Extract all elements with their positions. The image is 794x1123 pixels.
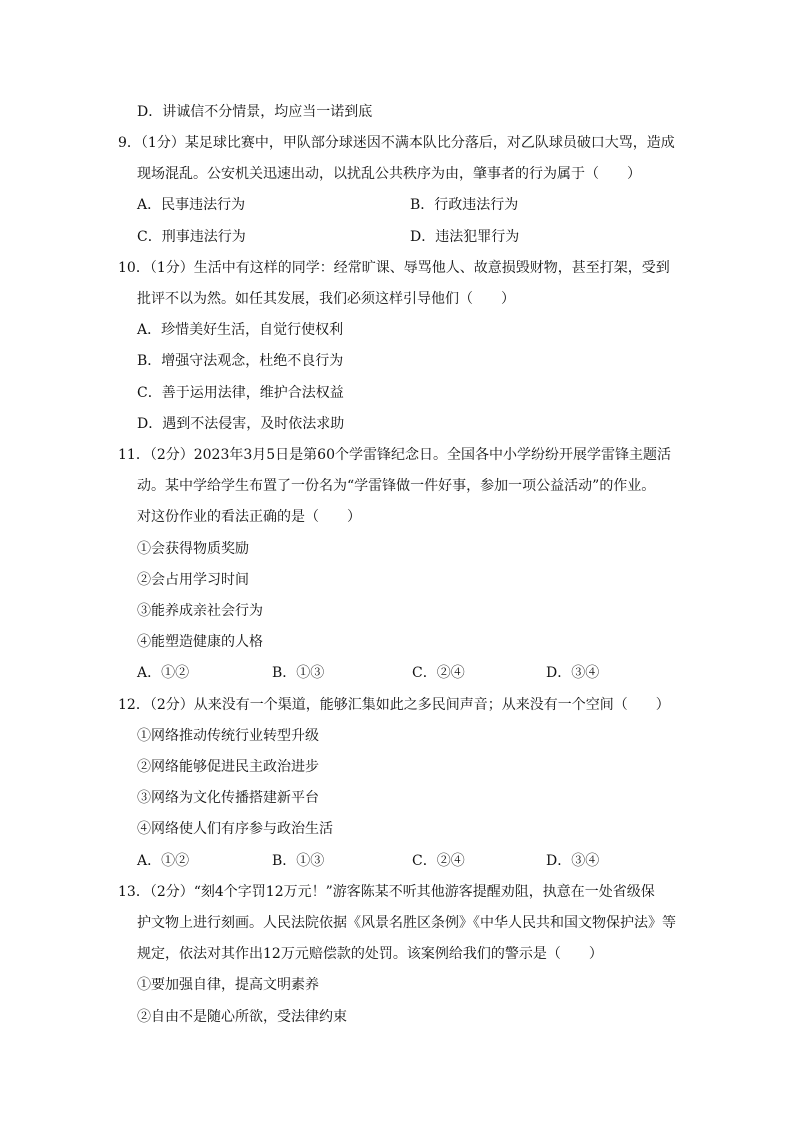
q11-option-d: D．③④ — [546, 665, 600, 681]
q12-statement-1: ①网络推动传统行业转型升级 — [137, 728, 319, 744]
q13-stem-line-3: 规定，依法对其作出12万元赔偿款的处罚。该案例给我们的警示是（ ） — [137, 946, 603, 962]
q9-option-b: B．行政违法行为 — [410, 197, 519, 213]
q10-stem-line-2: 批评不以为然。如任其发展，我们必须这样引导他们（ ） — [137, 291, 515, 307]
q13-stem-line-1: 13．（2分）“刻4个字罚12万元！”游客陈某不听其他游客提醒劝阻，执意在一处省级保 — [118, 884, 655, 900]
q10-option-d: D．遇到不法侵害，及时依法求助 — [137, 416, 345, 432]
q11-statement-3: ③能养成亲社会行为 — [137, 603, 263, 619]
q8-option-d: D．讲诚信不分情景，均应当一诺到底 — [137, 104, 373, 120]
q11-statement-4: ④能塑造健康的人格 — [137, 634, 263, 650]
q12-option-d: D．③④ — [546, 853, 600, 869]
q12-statement-3: ③网络为文化传播搭建新平台 — [137, 790, 319, 806]
q12-option-a: A．①② — [137, 853, 190, 869]
q13-statement-2: ②自由不是随心所欲，受法律约束 — [137, 1009, 347, 1025]
q12-option-c: C．②④ — [412, 853, 465, 869]
q10-option-a: A．珍惜美好生活，自觉行使权利 — [137, 322, 344, 338]
q11-stem-line-1: 11．（2分）2023年3月5日是第60个学雷锋纪念日。全国各中小学纷纷开展学雷锋主题活 — [118, 447, 671, 463]
q9-option-c: C．刑事违法行为 — [137, 229, 246, 245]
q9-option-d: D．违法犯罪行为 — [410, 229, 520, 245]
q12-statement-4: ④网络使人们有序参与政治生活 — [137, 821, 333, 837]
q10-stem-line-1: 10．（1分）生活中有这样的同学：经常旷课、辱骂他人、故意损毁财物，甚至打架，受到 — [118, 260, 670, 276]
q11-statement-2: ②会占用学习时间 — [137, 572, 249, 588]
q10-option-b: B．增强守法观念，杜绝不良行为 — [137, 353, 344, 369]
q12-statement-2: ②网络能够促进民主政治进步 — [137, 759, 319, 775]
q11-stem-line-3: 对这份作业的看法正确的是（ ） — [137, 509, 361, 525]
q9-stem-line-2: 现场混乱。公安机关迅速出动，以扰乱公共秩序为由，肇事者的行为属于（ ） — [137, 166, 641, 182]
q11-option-a: A．①② — [137, 665, 190, 681]
q9-stem-line-1: 9．（1分）某足球比赛中，甲队部分球迷因不满本队比分落后，对乙队球员破口大骂，造成 — [118, 135, 675, 151]
q10-option-c: C．善于运用法律，维护合法权益 — [137, 385, 344, 401]
q11-option-c: C．②④ — [412, 665, 465, 681]
q9-option-a: A．民事违法行为 — [137, 197, 246, 213]
q11-option-b: B．①③ — [272, 665, 325, 681]
q13-stem-line-2: 护文物上进行刻画。人民法院依据《风景名胜区条例》《中华人民共和国文物保护法》等 — [137, 915, 676, 931]
q12-stem-line-1: 12．（2分）从来没有一个渠道，能够汇集如此之多民间声音；从来没有一个空间（ ） — [118, 697, 670, 713]
q11-stem-line-2: 动。某中学给学生布置了一份名为“学雷锋做一件好事，参加一项公益活动”的作业。 — [137, 478, 656, 494]
q13-statement-1: ①要加强自律，提高文明素养 — [137, 977, 319, 993]
q11-statement-1: ①会获得物质奖励 — [137, 541, 249, 557]
q12-option-b: B．①③ — [272, 853, 325, 869]
